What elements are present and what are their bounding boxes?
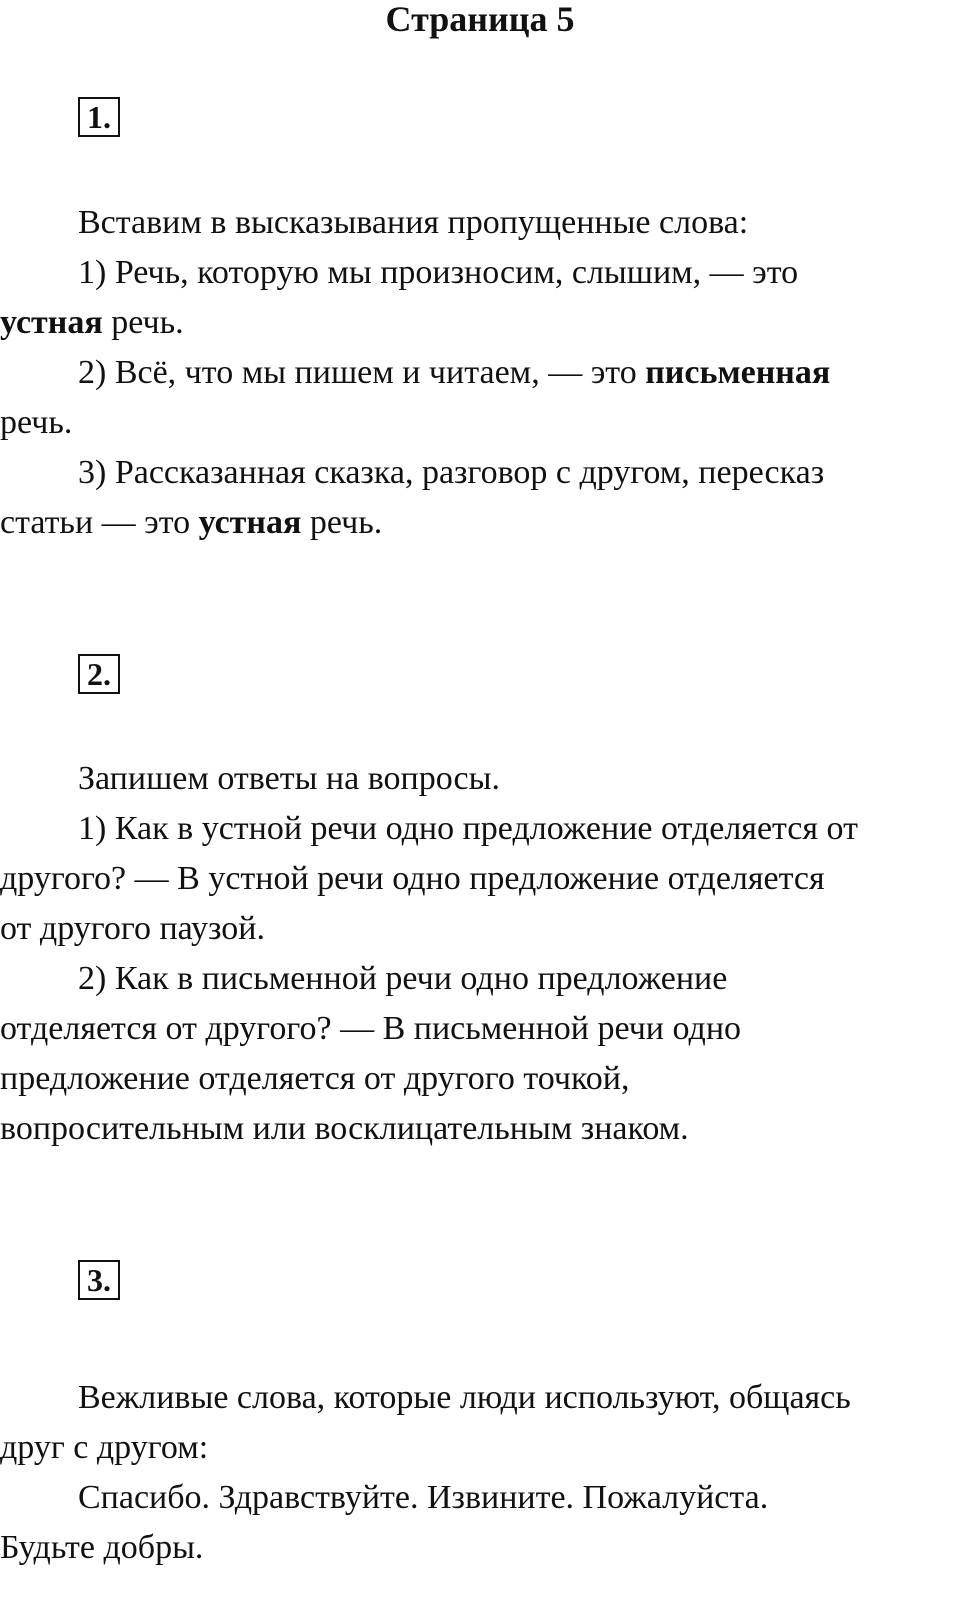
exercise-3-words-line-1: Спасибо. Здравствуйте. Извините. Пожалуйста. [78,1479,769,1516]
exercise-2-q1-line-1: 1) Как в устной речи одно предложение отделяется от [78,810,858,847]
exercise-3-words-line-2: Будьте добры. [0,1529,204,1566]
exercise-2-intro: Запишем ответы на вопросы. [78,760,500,797]
sentence-end: речь. [301,504,383,541]
exercise-1-item-2-line-1 [0,348,960,398]
exercise-number-3: 3. [78,1260,120,1300]
answer-word: письменная [645,354,831,391]
exercise-2-q2-line-1: 2) Как в письменной речи одно предложение [78,960,728,997]
exercise-2-q2-line-2: отделяется от другого? — В письменной речи одно [0,1010,742,1047]
page-title: Страница 5 [385,0,575,39]
sentence-end: речь. [102,304,184,341]
exercise-1-item-3-line-2 [0,498,960,548]
exercise-1-text [0,198,960,548]
exercise-3-intro-line-2: друг с другом: [0,1429,209,1466]
exercise-2-q2-line-3: предложение отделяется от другого точкой, [0,1060,630,1097]
exercise-1-intro: Вставим в высказывания пропущенные слова: [78,204,749,241]
answer-word: устная [0,304,103,341]
exercise-1-item-1-line-2 [0,298,960,348]
sentence-part: 2) Всё, что мы пишем и читаем, — это [78,354,646,391]
answer-word: устная [198,504,302,541]
exercise-number-1: 1. [78,97,120,137]
exercise-number-2: 2. [78,654,120,694]
exercise-2-q2-line-4: вопросительным или восклицательным знаком. [0,1110,689,1147]
exercise-2-text [0,754,960,1154]
exercise-3-intro-line-1: Вежливые слова, которые люди используют, общаясь [78,1379,851,1416]
exercise-1-item-3-line-1: 3) Рассказанная сказка, разговор с другом, пересказ [78,454,825,491]
exercise-2-q1-line-3: от другого паузой. [0,910,265,947]
sentence-part: статьи — это [0,504,199,541]
exercise-2-q1-line-2: другого? — В устной речи одно предложение отделяется [0,860,825,897]
exercise-3-text [0,1373,960,1573]
exercise-1-item-2-line-2: речь. [0,404,73,441]
exercise-1-item-1-line-1: 1) Речь, которую мы произносим, слышим, — это [78,254,799,291]
